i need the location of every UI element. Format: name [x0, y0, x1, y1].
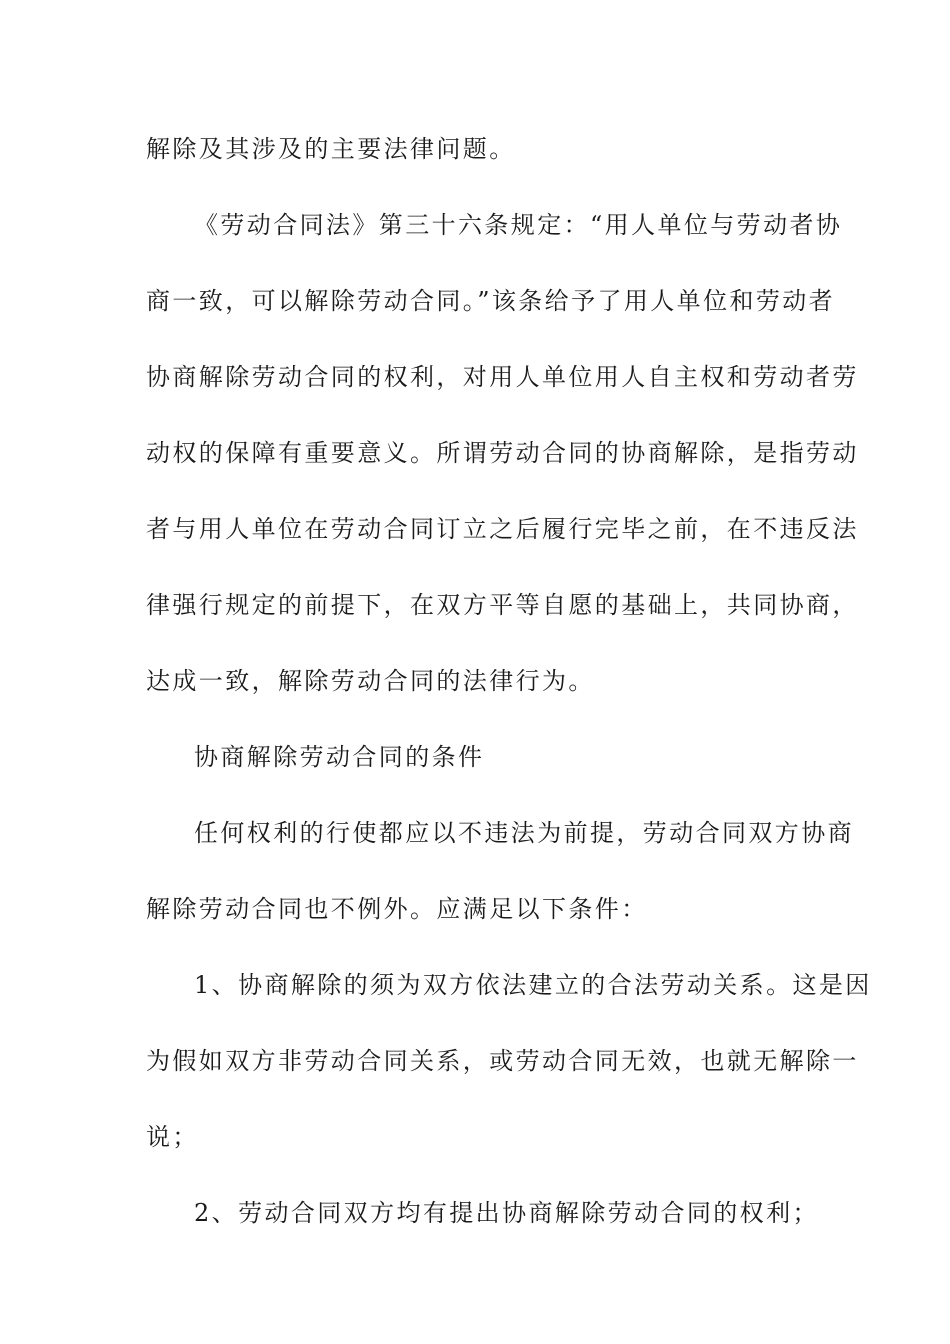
list-item-line: 2、劳动合同双方均有提出协商解除劳动合同的权利； [194, 1199, 819, 1227]
paragraph-line: 《劳动合同法》第三十六条规定：“用人单位与劳动者协 [194, 211, 843, 239]
paragraph-line: 律强行规定的前提下，在双方平等自愿的基础上，共同协商， [146, 591, 859, 619]
paragraph-line: 达成一致，解除劳动合同的法律行为。 [146, 667, 595, 695]
paragraph-line: 解除劳动合同也不例外。应满足以下条件： [146, 895, 648, 923]
list-item-line: 为假如双方非劳动合同关系，或劳动合同无效，也就无解除一 [146, 1047, 859, 1075]
paragraph-line: 者与用人单位在劳动合同订立之后履行完毕之前，在不违反法 [146, 515, 859, 543]
paragraph-line: 动权的保障有重要意义。所谓劳动合同的协商解除，是指劳动 [146, 439, 859, 467]
list-item-line: 说； [146, 1123, 199, 1151]
paragraph-line: 协商解除劳动合同的权利，对用人单位用人自主权和劳动者劳 [146, 363, 859, 391]
section-heading: 协商解除劳动合同的条件 [194, 743, 485, 771]
paragraph-line: 任何权利的行使都应以不违法为前提，劳动合同双方协商 [194, 819, 854, 847]
paragraph-line: 解除及其涉及的主要法律问题。 [146, 135, 516, 163]
list-item-line: 1、协商解除的须为双方依法建立的合法劳动关系。这是因 [194, 971, 872, 999]
paragraph-line: 商一致，可以解除劳动合同。”该条给予了用人单位和劳动者 [146, 287, 836, 315]
